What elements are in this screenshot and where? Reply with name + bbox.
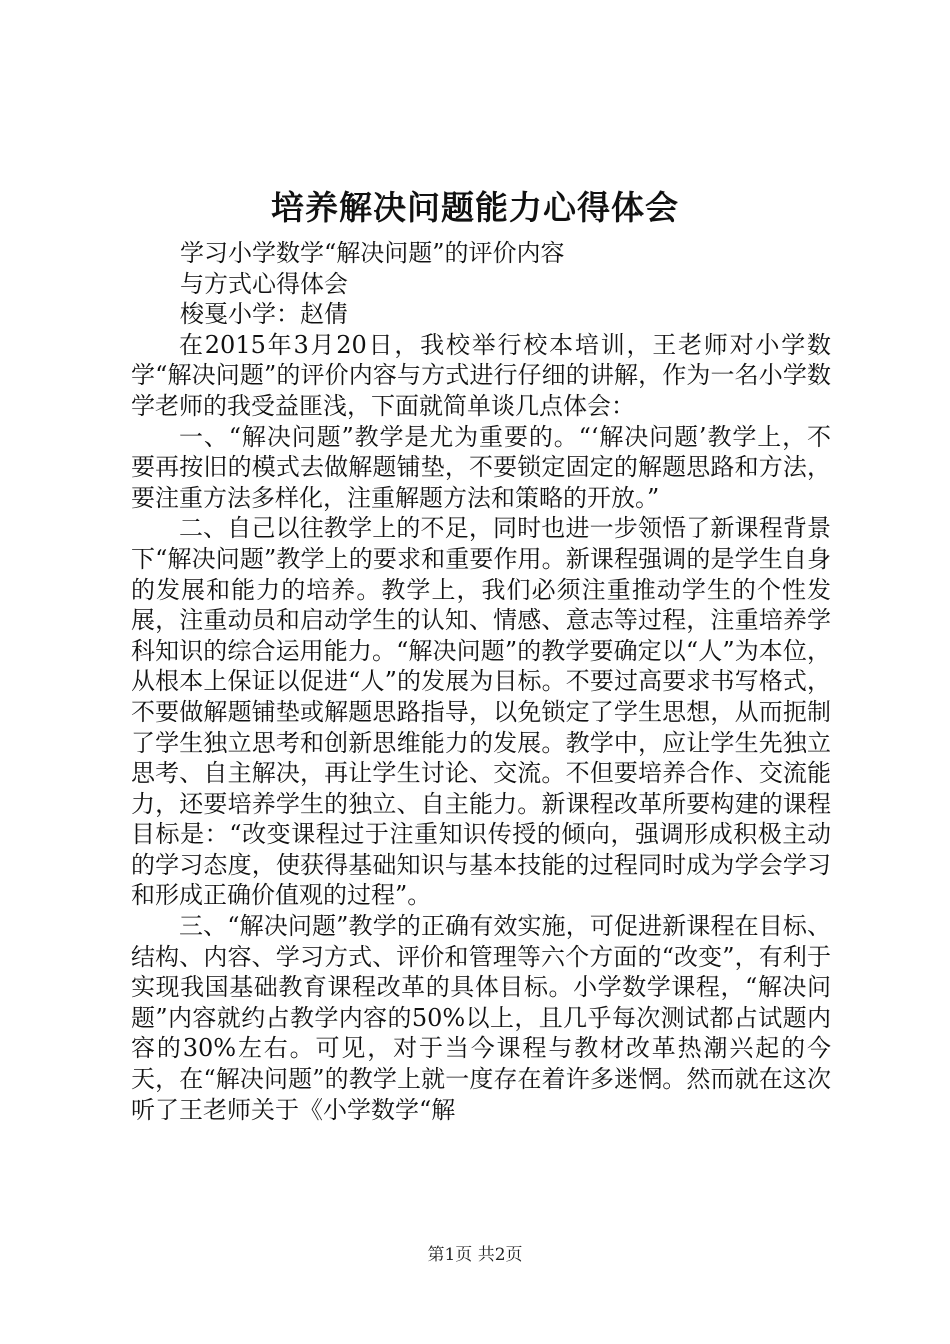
- document-body: [131, 238, 831, 1125]
- paragraph-point-two: 二、自己以往教学上的不足，同时也进一步领悟了新课程背景下“解决问题”教学上的要求和重要作用。新课程强调的是学生自身的发展和能力的培养。教学上，我们必须注重推动学生的个性发展，注重动员和启动学生的认知、情感、意志等过程，注重培养学科知识的综合运用能力。“解决问题”的教学要确定以“人”为本位，从根本上保证以促进“人”的发展为目标。不要过高要求书写格式，不要做解题铺垫或解题思路指导，以免锁定了学生思想，从而扼制了学生独立思考和创新思维能力的发展。教学中，应让学生先独立思考、自主解决，再让学生讨论、交流。不但要培养合作、交流能力，还要培养学生的独立、自主能力。新课程改革所要构建的课程目标是：“改变课程过于注重知识传授的倾向，强调形成积极主动的学习态度，使获得基础知识与基本技能的过程同时成为学会学习和形成正确价值观的过程”。: [131, 514, 831, 910]
- subtitle-line-continued: 与方式心得体会: [180, 269, 348, 298]
- page-number-footer: 第1页 共2页: [427, 1245, 523, 1265]
- paragraph-intro: 在2015年3月20日，我校举行校本培训，王老师对小学数学“解决问题”的评价内容与方式进行仔细的讲解，作为一名小学数学老师的我受益匪浅，下面就简单谈几点体会：: [131, 330, 831, 420]
- subtitle-line: 学习小学数学“解决问题”的评价内容: [180, 239, 565, 267]
- paragraph-point-three: 三、“解决问题”教学的正确有效实施，可促进新课程在目标、结构、内容、学习方式、评价和管理等六个方面的“改变”，有利于实现我国基础教育课程改革的具体目标。小学数学课程，“解决问题”内容就约占教学内容的50%以上，且几乎每次测试都占试题内容的30%左右。可见，对于当今课程与教材改革热潮兴起的今天，在“解决问题”的教学上就一度存在着许多迷惘。然而就在这次听了王老师关于《小学数学“解: [131, 912, 831, 1124]
- author-line: 梭戛小学：赵倩: [180, 300, 348, 329]
- paragraph-point-one: 一、“解决问题”教学是尤为重要的。“‘解决问题’教学上，不要再按旧的模式去做解题铺垫，不要锁定固定的解题思路和方法，要注重方法多样化，注重解题方法和策略的开放。”: [131, 422, 831, 512]
- document-title: 培养解决问题能力心得体会: [271, 188, 679, 227]
